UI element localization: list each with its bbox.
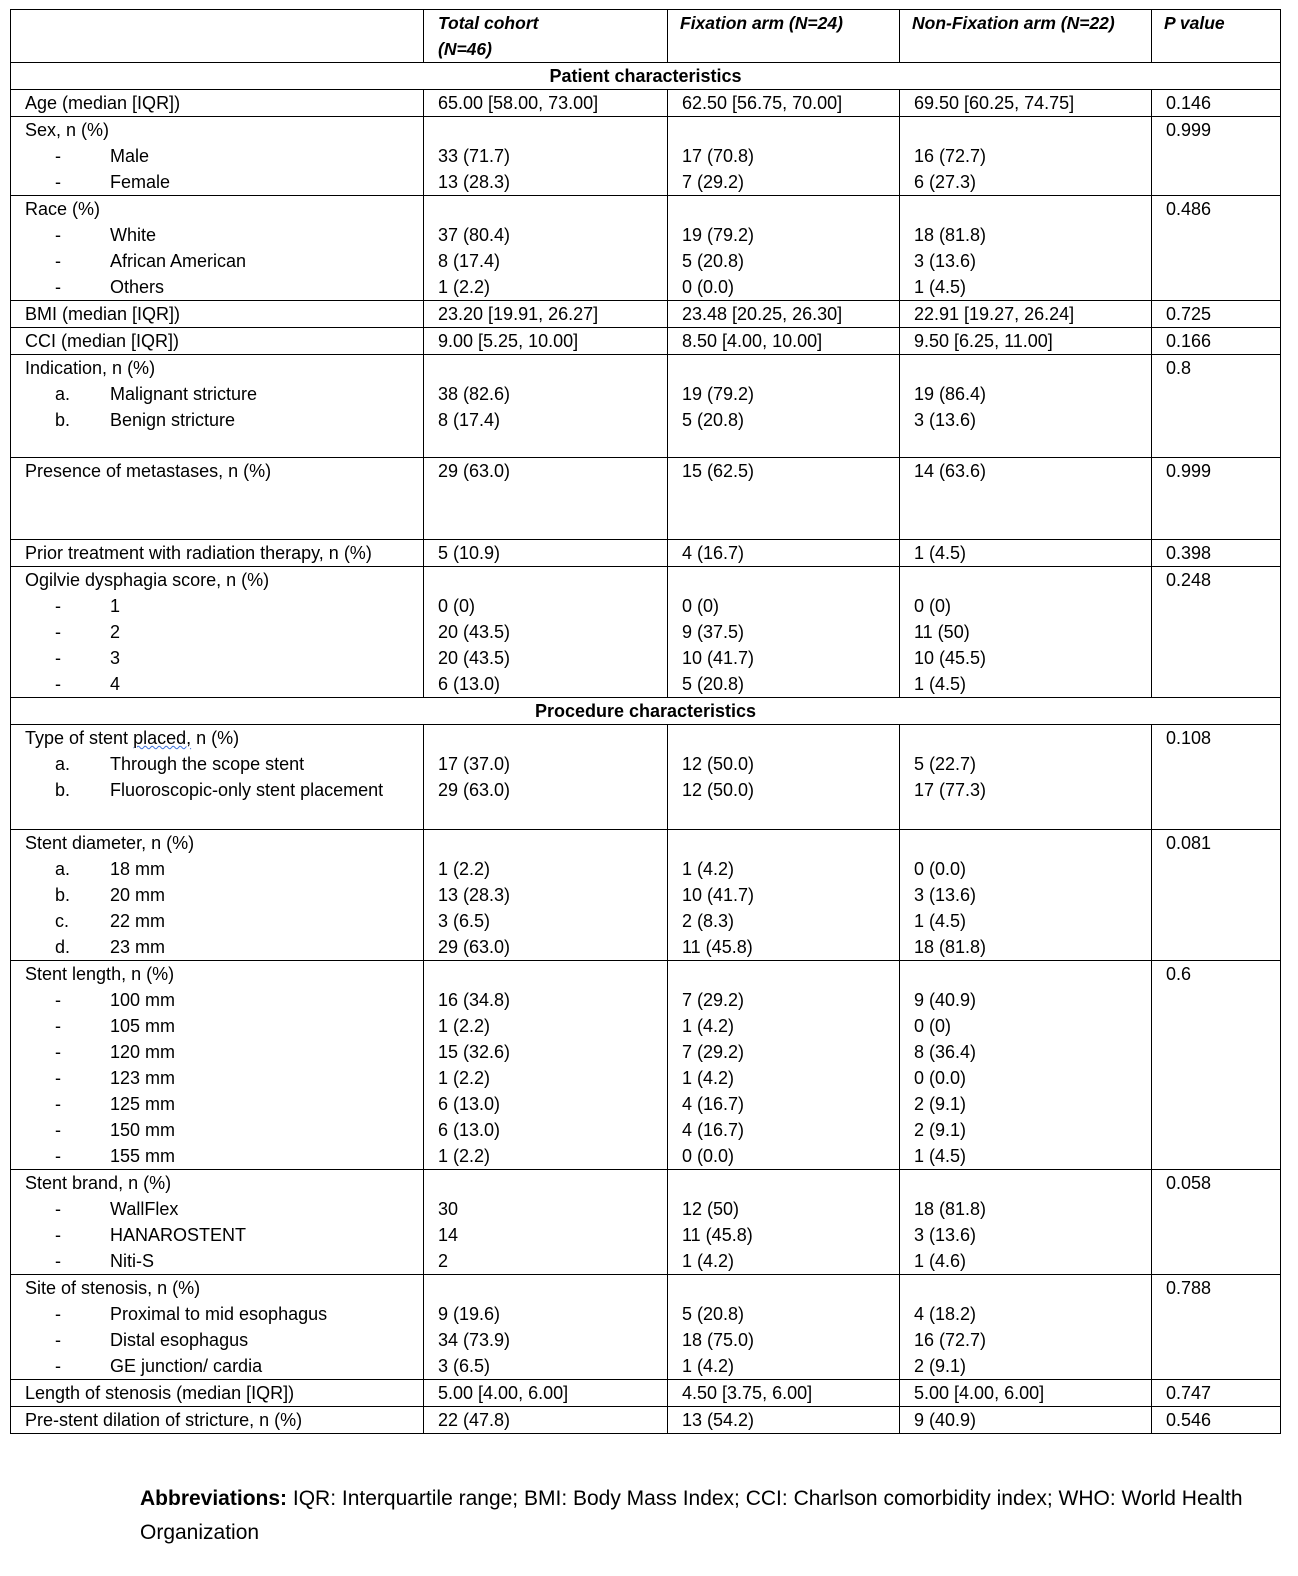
footnote-text: IQR: Interquartile range; BMI: Body Mass Index; CCI: Charlson comorbidity index; WHO: World Health Organization	[140, 1487, 1243, 1544]
cell-fixation: 23.48 [20.25, 26.30]	[668, 301, 900, 328]
cell-p-value: 0.747	[1152, 1380, 1281, 1407]
header-blank	[11, 10, 424, 63]
cell-non-fixation: 9 (40.9)	[900, 1407, 1152, 1434]
table-row-stent-brand	[11, 1170, 1281, 1275]
footnote-title: Abbreviations:	[140, 1487, 288, 1510]
section-row-procedure	[11, 698, 1281, 725]
header-total-cohort: Total cohort (N=46)	[424, 10, 668, 63]
table-row-stent-type	[11, 725, 1281, 830]
row-label: Presence of metastases, n (%)	[11, 458, 424, 540]
cell-non-fixation: 69.50 [60.25, 74.75]	[900, 90, 1152, 117]
table-row-race	[11, 196, 1281, 301]
row-label: BMI (median [IQR])	[11, 301, 424, 328]
header-p-value: P value	[1152, 10, 1281, 63]
table-row-indication	[11, 355, 1281, 458]
row-label: Stent brand, n (%) - WallFlex - HANAROSTENT - Niti-S	[11, 1170, 424, 1275]
cell-total: 23.20 [19.91, 26.27]	[424, 301, 668, 328]
table-row-bmi	[11, 301, 1281, 328]
cell-fixation: 15 (62.5)	[668, 458, 900, 540]
row-label: Prior treatment with radiation therapy, n (%)	[11, 540, 424, 567]
cell-non-fixation: 0 (0.0) 3 (13.6) 1 (4.5) 18 (81.8)	[900, 830, 1152, 961]
cell-p-value: 0.788	[1152, 1275, 1281, 1380]
cell-non-fixation: 18 (81.8) 3 (13.6) 1 (4.5)	[900, 196, 1152, 301]
table-row-sex	[11, 117, 1281, 196]
cell-fixation: 7 (29.2) 1 (4.2) 7 (29.2) 1 (4.2) 4 (16.7) 4 (16.7) 0 (0.0)	[668, 961, 900, 1170]
cell-p-value: 0.486	[1152, 196, 1281, 301]
table-row-cci	[11, 328, 1281, 355]
cell-fixation: 0 (0) 9 (37.5) 10 (41.7) 5 (20.8)	[668, 567, 900, 698]
row-label: Race (%) - White - African American - Others	[11, 196, 424, 301]
cell-non-fixation: 5 (22.7) 17 (77.3)	[900, 725, 1152, 830]
cell-fixation: 4 (16.7)	[668, 540, 900, 567]
row-label: CCI (median [IQR])	[11, 328, 424, 355]
cell-p-value: 0.108	[1152, 725, 1281, 830]
cell-total: 9.00 [5.25, 10.00]	[424, 328, 668, 355]
header-row	[11, 10, 1281, 63]
table-row-dilation	[11, 1407, 1281, 1434]
cell-total: 30 14 2	[424, 1170, 668, 1275]
cell-non-fixation: 9.50 [6.25, 11.00]	[900, 328, 1152, 355]
cell-fixation: 8.50 [4.00, 10.00]	[668, 328, 900, 355]
cell-fixation: 1 (4.2) 10 (41.7) 2 (8.3) 11 (45.8)	[668, 830, 900, 961]
cell-total: 16 (34.8) 1 (2.2) 15 (32.6) 1 (2.2) 6 (13.0) 6 (13.0) 1 (2.2)	[424, 961, 668, 1170]
cell-p-value: 0.398	[1152, 540, 1281, 567]
row-label: Pre-stent dilation of stricture, n (%)	[11, 1407, 424, 1434]
cell-total: 5.00 [4.00, 6.00]	[424, 1380, 668, 1407]
table-row-length-stenosis	[11, 1380, 1281, 1407]
cell-p-value: 0.6	[1152, 961, 1281, 1170]
cell-total: 33 (71.7) 13 (28.3)	[424, 117, 668, 196]
section-title-procedure: Procedure characteristics	[11, 698, 1281, 725]
table-container	[10, 9, 1280, 1434]
cell-total: 17 (37.0) 29 (63.0)	[424, 725, 668, 830]
cell-p-value: 0.166	[1152, 328, 1281, 355]
table-row-age	[11, 90, 1281, 117]
cell-total: 37 (80.4) 8 (17.4) 1 (2.2)	[424, 196, 668, 301]
cell-p-value: 0.546	[1152, 1407, 1281, 1434]
cell-fixation: 13 (54.2)	[668, 1407, 900, 1434]
cell-fixation: 12 (50.0) 12 (50.0)	[668, 725, 900, 830]
cell-fixation: 17 (70.8) 7 (29.2)	[668, 117, 900, 196]
row-label: Site of stenosis, n (%) - Proximal to mid esophagus - Distal esophagus - GE junction/ cardia	[11, 1275, 424, 1380]
cell-non-fixation: 19 (86.4) 3 (13.6)	[900, 355, 1152, 458]
cell-non-fixation: 18 (81.8) 3 (13.6) 1 (4.6)	[900, 1170, 1152, 1275]
cell-total: 22 (47.8)	[424, 1407, 668, 1434]
cell-p-value: 0.725	[1152, 301, 1281, 328]
table-row-radiation	[11, 540, 1281, 567]
cell-total: 29 (63.0)	[424, 458, 668, 540]
cell-fixation: 62.50 [56.75, 70.00]	[668, 90, 900, 117]
header-fixation-arm: Fixation arm (N=24)	[668, 10, 900, 63]
table-row-metastases	[11, 458, 1281, 540]
cell-p-value: 0.248	[1152, 567, 1281, 698]
cell-p-value: 0.999	[1152, 117, 1281, 196]
row-label: Type of stent placed, n (%) a. Through the scope stent b. Fluoroscopic-only stent placement	[11, 725, 424, 830]
cell-fixation: 12 (50) 11 (45.8) 1 (4.2)	[668, 1170, 900, 1275]
cell-total: 0 (0) 20 (43.5) 20 (43.5) 6 (13.0)	[424, 567, 668, 698]
abbreviations-footnote	[140, 1482, 1260, 1550]
table-row-stent-diameter	[11, 830, 1281, 961]
cell-p-value: 0.146	[1152, 90, 1281, 117]
row-label: Length of stenosis (median [IQR])	[11, 1380, 424, 1407]
cell-total: 65.00 [58.00, 73.00]	[424, 90, 668, 117]
cell-p-value: 0.999	[1152, 458, 1281, 540]
cell-fixation: 4.50 [3.75, 6.00]	[668, 1380, 900, 1407]
cell-non-fixation: 0 (0) 11 (50) 10 (45.5) 1 (4.5)	[900, 567, 1152, 698]
cell-p-value: 0.058	[1152, 1170, 1281, 1275]
row-label: Sex, n (%) - Male - Female	[11, 117, 424, 196]
row-label: Age (median [IQR])	[11, 90, 424, 117]
cell-non-fixation: 1 (4.5)	[900, 540, 1152, 567]
cell-non-fixation: 4 (18.2) 16 (72.7) 2 (9.1)	[900, 1275, 1152, 1380]
table-row-site-stenosis	[11, 1275, 1281, 1380]
cell-fixation: 19 (79.2) 5 (20.8)	[668, 355, 900, 458]
cell-fixation: 19 (79.2) 5 (20.8) 0 (0.0)	[668, 196, 900, 301]
cell-total: 5 (10.9)	[424, 540, 668, 567]
cohort-characteristics-table	[10, 9, 1281, 1434]
cell-fixation: 5 (20.8) 18 (75.0) 1 (4.2)	[668, 1275, 900, 1380]
cell-p-value: 0.081	[1152, 830, 1281, 961]
cell-non-fixation: 16 (72.7) 6 (27.3)	[900, 117, 1152, 196]
cell-p-value: 0.8	[1152, 355, 1281, 458]
cell-non-fixation: 14 (63.6)	[900, 458, 1152, 540]
cell-non-fixation: 9 (40.9) 0 (0) 8 (36.4) 0 (0.0) 2 (9.1) 2 (9.1) 1 (4.5)	[900, 961, 1152, 1170]
table-row-stent-length	[11, 961, 1281, 1170]
row-label: Stent length, n (%) - 100 mm - 105 mm - 120 mm - 123 mm - 125 mm - 150 mm - 155 mm	[11, 961, 424, 1170]
cell-total: 9 (19.6) 34 (73.9) 3 (6.5)	[424, 1275, 668, 1380]
cell-non-fixation: 22.91 [19.27, 26.24]	[900, 301, 1152, 328]
section-title-patient: Patient characteristics	[11, 63, 1281, 90]
cell-total: 1 (2.2) 13 (28.3) 3 (6.5) 29 (63.0)	[424, 830, 668, 961]
row-label: Stent diameter, n (%) a. 18 mm b. 20 mm c. 22 mm d. 23 mm	[11, 830, 424, 961]
section-row-patient	[11, 63, 1281, 90]
header-non-fixation-arm: Non-Fixation arm (N=22)	[900, 10, 1152, 63]
row-label: Ogilvie dysphagia score, n (%) - 1 - 2 - 3 - 4	[11, 567, 424, 698]
row-label: Indication, n (%) a. Malignant stricture b. Benign stricture	[11, 355, 424, 458]
cell-non-fixation: 5.00 [4.00, 6.00]	[900, 1380, 1152, 1407]
table-row-ogilvie	[11, 567, 1281, 698]
spellcheck-underline: placed,	[133, 728, 192, 748]
cell-total: 38 (82.6) 8 (17.4)	[424, 355, 668, 458]
